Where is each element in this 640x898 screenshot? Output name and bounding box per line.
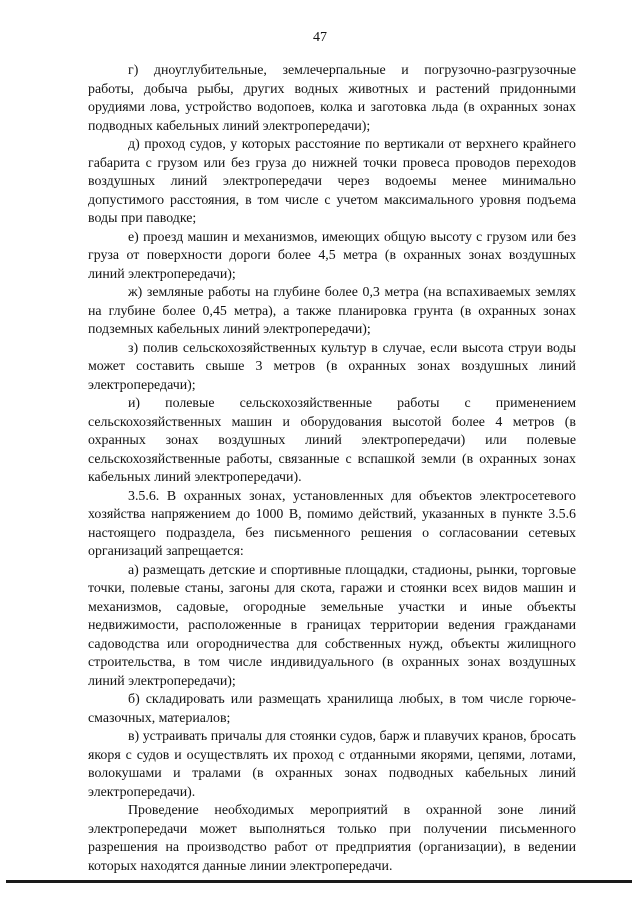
paragraph-v: в) устраивать причалы для стоянки судов, барж и плавучих кранов, бросать якоря с судов и осуществлять их проход с отданными якорями, цепями, лотами, волокушами и тралами (в охранных зонах подводных кабельных линий электропередачи). (88, 729, 576, 800)
paragraph-g: г) дноуглубительные, землечерпальные и погрузочно-разгрузочные работы, добыча рыбы, других водных животных и растений придонными орудиями лова, устройство водопоев, колка и заготовка льда (в охранных зонах подводных кабельных линий электропередачи); (88, 63, 576, 134)
page-number: 47 (313, 30, 327, 45)
bottom-scan-line (6, 880, 632, 883)
paragraph-z: з) полив сельскохозяйственных культур в случае, если высота струи воды может составить свыше 3 метров (в охранных зонах воздушных линий электропередачи); (88, 340, 576, 393)
paragraph-zh: ж) земляные работы на глубине более 0,3 метра (на вспахиваемых землях на глубине более 0,45 метра), а также планировка грунта (в охранных зонах подземных кабельных линий электропередачи); (88, 285, 576, 337)
paragraph-conclusion: Проведение необходимых мероприятий в охранной зоне линий электропередачи может выполняться только при получении письменного разрешения на производство работ от предприятия (организации), в ведении которых находятся данные линии электропередачи. (88, 803, 576, 874)
paragraph-i: и) полевые сельскохозяйственные работы с применением сельскохозяйственных машин и оборудования высотой более 4 метров (в охранных зонах воздушных линий электропередачи) или полевые сельскохозяйственные работы, связанные с вспашкой земли (в охранных зонах кабельных линий электропередачи). (88, 396, 576, 485)
paragraph-e: е) проезд машин и механизмов, имеющих общую высоту с грузом или без груза от поверхности дороги более 4,5 метра (в охранных зонах воздушных линий электропередачи); (88, 229, 576, 282)
paragraph-3-5-6: 3.5.6. В охранных зонах, установленных для объектов электросетевого хозяйства напряжением до 1000 В, помимо действий, указанных в пункте 3.5.6 настоящего подраздела, без письменного решения о согласовании сетевых организаций запрещается: (88, 488, 576, 559)
paragraph-d: д) проход судов, у которых расстояние по вертикали от верхнего крайнего габарита с грузом или без груза до нижней точки провеса проводов переходов воздушных линий электропередачи через водоемы менее минимально допустимого расстояния, в том числе с учетом максимального уровня подъема воды при паводке; (88, 137, 576, 226)
paragraph-b: б) складировать или размещать хранилища любых, в том числе горюче-смазочных, материалов; (88, 692, 576, 726)
paragraph-a: а) размещать детские и спортивные площадки, стадионы, рынки, торговые точки, полевые станы, загоны для скота, гаражи и стоянки всех видов машин и механизмов, садовые, огородные земельные участки и иные объекты недвижимости, расположенные в границах территории ведения гражданами садоводства или огородничества для собственных нужд, объекты жилищного строительства, в том числе индивидуального (в охранных зонах воздушных линий электропередачи); (88, 562, 576, 689)
document-body (88, 62, 576, 876)
